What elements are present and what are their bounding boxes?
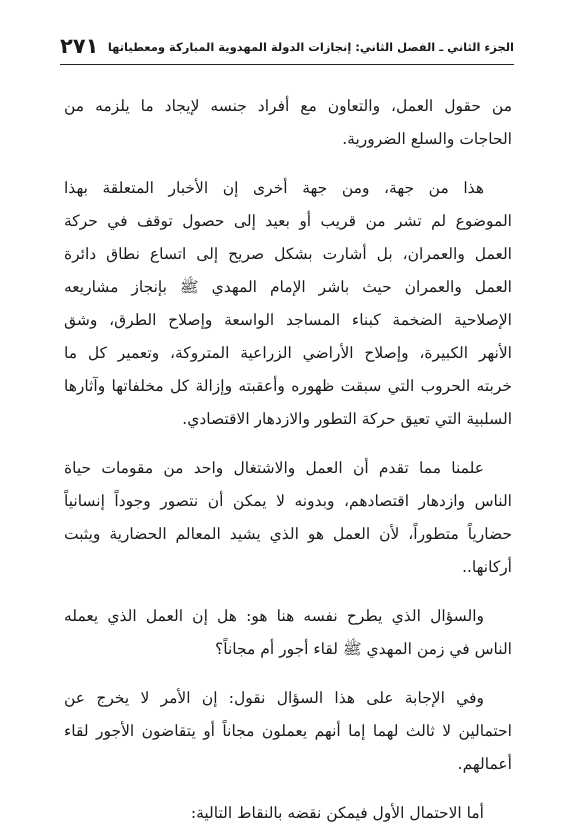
text-line: العمل والعمران حيث باشر الإمام المهدي ﷺ بإنجاز مشاريعه — [64, 278, 512, 296]
page-number: ٢٧١ — [60, 34, 99, 58]
text-line: السلبية التي تعيق حركة التطور والازدهار الاقتصادي. — [182, 410, 512, 428]
page-header — [60, 34, 514, 65]
paragraph — [64, 682, 512, 781]
text-line: علمنا مما تقدم أن العمل والاشتغال واحد من مقومات حياة — [64, 459, 484, 477]
text-line: حضارياً متطوراً، لأن العمل هو الذي يشيد المعالم الحضارية ويثبت — [64, 525, 512, 543]
running-head: الجزء الثاني ـ الفصل الثاني: إنجازات الدولة المهدوية المباركة ومعطياتها — [107, 40, 514, 54]
text-line: والسؤال الذي يطرح نفسه هنا هو: هل إن العمل الذي يعمله — [64, 607, 484, 625]
text-line: وفي الإجابة على هذا السؤال نقول: إن الأمر لا يخرج عن — [64, 689, 484, 707]
text-line: من حقول العمل، والتعاون مع أفراد جنسه لإيجاد ما يلزمه من — [64, 97, 512, 115]
text-line: الناس وازدهار اقتصادهم، وبدونه لا يمكن أن نتصور وجوداً إنسانياً — [64, 492, 512, 510]
text-line: الإصلاحية الضخمة كبناء المساجد الواسعة وإصلاح الطرق، وشق — [64, 311, 512, 329]
text-line: خربته الحروب التي سبقت ظهوره وأعقبته وإزالة كل مخلفاتها وآثارها — [64, 377, 512, 395]
text-line: العمل والعمران، بل أشارت بشكل صريح إلى اتساع نطاق دائرة — [64, 245, 512, 263]
body-text — [64, 90, 512, 830]
paragraph — [64, 452, 512, 584]
text-line: الحاجات والسلع الضرورية. — [342, 130, 512, 148]
text-line: احتمالين لا ثالث لهما إما أنهم يعملون مجاناً أو يتقاضون الأجور لقاء — [64, 722, 512, 740]
paragraph — [64, 600, 512, 666]
paragraph — [64, 797, 512, 830]
text-line: أركانها.. — [462, 558, 512, 576]
text-line: الأنهر الكبيرة، وإصلاح الأراضي الزراعية المتروكة، وتعمير كل ما — [64, 344, 512, 362]
paragraph — [64, 90, 512, 156]
text-line: أما الاحتمال الأول فيمكن نقضه بالنقاط التالية: — [190, 804, 484, 822]
text-line: الموضوع لم تشر من قريب أو بعيد إلى حصول توقف في حركة — [64, 212, 512, 230]
text-line: أعمالهم. — [457, 755, 512, 773]
text-line: هذا من جهة، ومن جهة أخرى إن الأخبار المتعلقة بهذا — [64, 179, 484, 197]
paragraph — [64, 172, 512, 436]
text-line: الناس في زمن المهدي ﷺ لقاء أجور أم مجاناً؟ — [215, 640, 512, 658]
